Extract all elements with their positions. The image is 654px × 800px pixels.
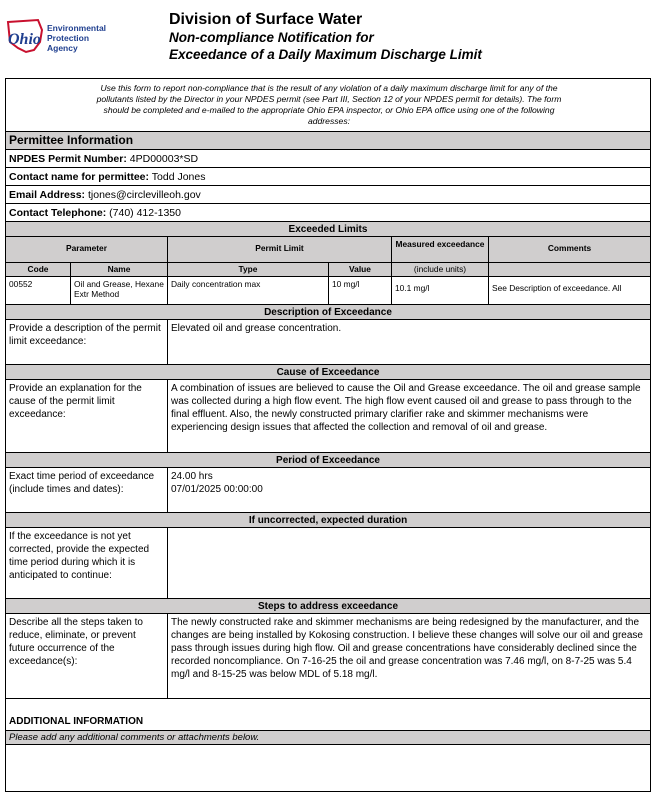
additional-info-field[interactable] bbox=[6, 746, 650, 791]
exceeded-limits-heading: Exceeded Limits bbox=[6, 221, 650, 236]
permittee-section-heading: Permittee Information bbox=[6, 131, 650, 149]
description-heading: Description of Exceedance bbox=[6, 304, 650, 319]
col-comments: Comments bbox=[488, 237, 650, 262]
col-measured: Measured exceedance bbox=[391, 237, 488, 262]
description-field[interactable]: Elevated oil and grease concentration. bbox=[167, 320, 650, 364]
limit-type-cell[interactable]: Daily concentration max bbox=[167, 277, 328, 304]
cause-row bbox=[6, 379, 650, 452]
period-start-date: 07/01/2025 00:00:00 bbox=[171, 484, 263, 495]
noncompliance-form bbox=[5, 78, 651, 792]
limit-value-cell[interactable]: 10 mg/l bbox=[328, 277, 391, 304]
col-type: Type bbox=[167, 263, 328, 276]
cause-label: Provide an explanation for the cause of the permit limit exceedance: bbox=[9, 383, 142, 420]
limits-subheader-row bbox=[6, 262, 650, 276]
additional-info-heading: ADDITIONAL INFORMATION bbox=[9, 716, 144, 727]
email-row: Email Address: tjones@circlevilleoh.gov bbox=[6, 185, 650, 203]
col-name: Name bbox=[70, 263, 167, 276]
ohio-state-icon bbox=[4, 16, 46, 56]
ohio-epa-logo bbox=[4, 16, 124, 60]
limit-code-cell[interactable]: 00552 bbox=[9, 279, 33, 289]
email-field[interactable]: tjones@circlevilleoh.gov bbox=[87, 189, 201, 201]
description-row bbox=[6, 319, 650, 364]
uncorrected-row bbox=[6, 527, 650, 598]
measured-value-cell[interactable]: 10.1 mg/l bbox=[391, 277, 488, 304]
steps-field[interactable]: The newly constructed rake and skimmer mechanisms are being redesigned by the manufacturer, and the changes are being installed by Kokosing construction. I believe these changes will solve our oil and grease pass through issues during high flow. Oil and grease concentrations have considerably declined since the recorded noncompliance. On 7-16-25 the oil and grease concentration was 7.46 mg/l, on 8-7-25 was 5.4 mg/l and 8-15-25 was below MDL of 5.18 mg/l. bbox=[167, 614, 650, 698]
permit-number-field[interactable]: 4PD00003*SD bbox=[129, 153, 199, 165]
comments-cell[interactable]: See Description of exceedance. All bbox=[488, 277, 650, 304]
col-value: Value bbox=[328, 263, 391, 276]
steps-row bbox=[6, 613, 650, 699]
form-instructions: Use this form to report non-compliance that is the result of any violation of a daily maximum discharge limit for any of the pollutants listed by the Director in your NPDES permit (see Part III, Section 12 of your NPDES permit for details). The form should be completed and e-mailed to the appropriate Ohio EPA inspector, or Ohio EPA office using one of the following addresses: bbox=[96, 83, 562, 126]
cause-field[interactable]: A combination of issues are believed to cause the Oil and Grease exceedance. The oil and grease sample was collected during a high flow event. The high flow event caused oil and grease to pass through to the final effluent. Also, the newly constructed primary clarifier rake and skimmer mechanisms were experiencing design issues that affected the collection and removal of oil and grease. bbox=[167, 380, 650, 452]
col-units: (include units) bbox=[391, 263, 488, 276]
contact-name-field[interactable]: Todd Jones bbox=[151, 171, 206, 183]
limits-header-row bbox=[6, 236, 650, 262]
page-header bbox=[0, 0, 654, 76]
limits-data-row bbox=[6, 276, 650, 304]
page-subtitle: Non-compliance Notification for bbox=[169, 30, 374, 45]
period-label: Exact time period of exceedance (include times and dates): bbox=[9, 471, 155, 495]
page-subtitle-2: Exceedance of a Daily Maximum Discharge Limit bbox=[169, 47, 482, 62]
uncorrected-label: If the exceedance is not yet corrected, provide the expected time period during which it is anticipated to continue: bbox=[9, 531, 150, 581]
col-code: Code bbox=[27, 264, 49, 274]
phone-row: Contact Telephone: (740) 412-1350 bbox=[6, 203, 650, 221]
col-parameter: Parameter bbox=[66, 243, 107, 253]
period-heading: Period of Exceedance bbox=[6, 452, 650, 467]
description-label: Provide a description of the permit limit exceedance: bbox=[9, 323, 161, 347]
permit-number-row: NPDES Permit Number: 4PD00003*SD bbox=[6, 149, 650, 167]
logo-word: Ohio bbox=[8, 31, 41, 48]
col-permit-limit: Permit Limit bbox=[167, 237, 391, 262]
contact-name-row: Contact name for permittee: Todd Jones bbox=[6, 167, 650, 185]
steps-heading: Steps to address exceedance bbox=[6, 598, 650, 613]
steps-label: Describe all the steps taken to reduce, eliminate, or prevent future occurrence of the exceedance(s): bbox=[9, 617, 143, 667]
page-title: Division of Surface Water bbox=[169, 11, 363, 28]
period-row bbox=[6, 467, 650, 512]
col-comments-sub bbox=[488, 263, 650, 276]
phone-field[interactable]: (740) 412-1350 bbox=[109, 207, 181, 219]
additional-info-note: Please add any additional comments or attachments below. bbox=[6, 730, 650, 745]
period-field[interactable] bbox=[167, 468, 650, 512]
cause-heading: Cause of Exceedance bbox=[6, 364, 650, 379]
logo-agency-text: Environmental Protection Agency bbox=[47, 23, 107, 53]
limit-name-cell[interactable]: Oil and Grease, Hexane Extr Method bbox=[70, 277, 167, 304]
uncorrected-field[interactable] bbox=[167, 528, 650, 598]
period-duration: 24.00 hrs bbox=[171, 471, 213, 482]
uncorrected-heading: If uncorrected, expected duration bbox=[6, 512, 650, 527]
